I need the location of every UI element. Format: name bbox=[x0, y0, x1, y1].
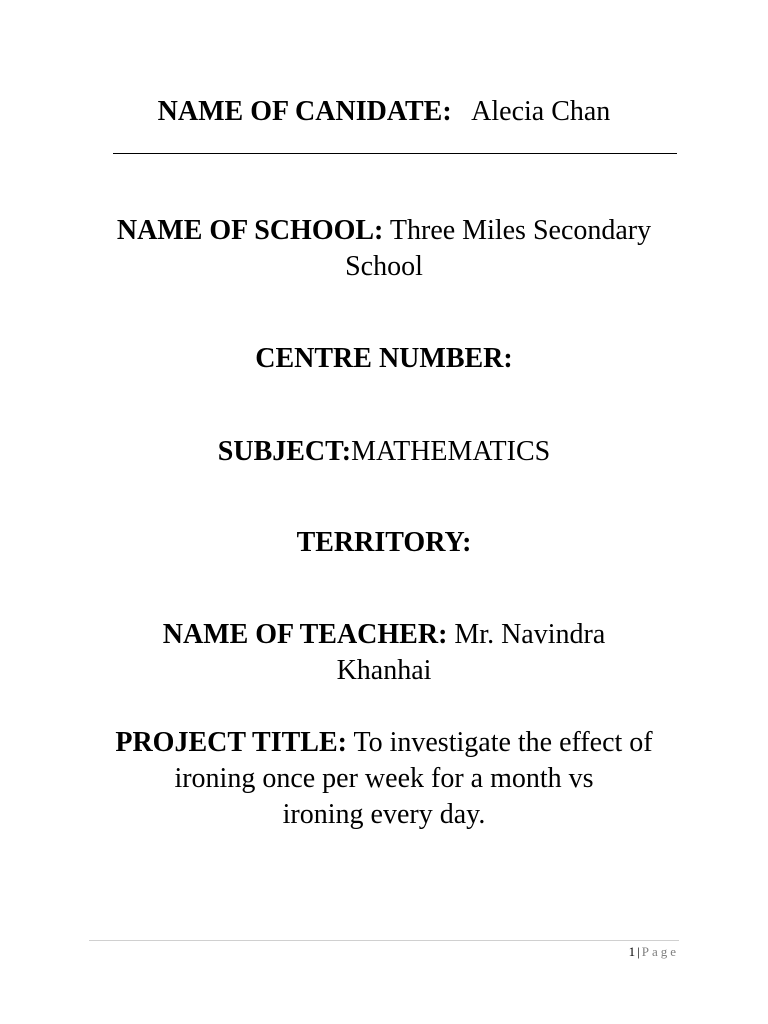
project-line bbox=[0, 725, 768, 833]
school-name-part-1: Three Miles Secondary bbox=[389, 215, 652, 246]
subject-line bbox=[0, 434, 768, 470]
project-title-part-2: ironing once per week for a month vs bbox=[174, 763, 594, 794]
teacher-name-part-2: Khanhai bbox=[336, 655, 432, 686]
footer-separator: | bbox=[637, 944, 640, 959]
subject-label: SUBJECT: bbox=[217, 436, 352, 467]
footer-divider bbox=[89, 940, 679, 941]
candidate-name: Alecia Chan bbox=[471, 96, 611, 127]
teacher-line bbox=[0, 617, 768, 689]
project-label: PROJECT TITLE: bbox=[115, 727, 347, 758]
teacher-line-1 bbox=[0, 617, 768, 653]
teacher-label: NAME OF TEACHER: bbox=[162, 619, 448, 650]
candidate-label: NAME OF CANIDATE: bbox=[157, 96, 452, 127]
subject-value: MATHEMATICS bbox=[351, 436, 551, 467]
territory-label: TERRITORY: bbox=[296, 527, 472, 558]
project-line-1 bbox=[0, 725, 768, 761]
candidate-line bbox=[0, 94, 768, 130]
centre-label: CENTRE NUMBER: bbox=[255, 343, 513, 374]
page-word: Page bbox=[641, 944, 679, 959]
project-title-part-1: To investigate the effect of bbox=[353, 727, 653, 758]
page-footer bbox=[629, 944, 679, 960]
school-label: NAME OF SCHOOL: bbox=[116, 215, 384, 246]
territory-line bbox=[0, 525, 768, 561]
page-number: 1 bbox=[628, 944, 636, 959]
school-line bbox=[0, 213, 768, 285]
school-line-1 bbox=[0, 213, 768, 249]
centre-line bbox=[0, 341, 768, 377]
project-title-part-3: ironing every day. bbox=[282, 799, 486, 830]
school-name-part-2: School bbox=[345, 251, 423, 282]
header-divider bbox=[113, 153, 677, 154]
teacher-name-part-1: Mr. Navindra bbox=[454, 619, 606, 650]
